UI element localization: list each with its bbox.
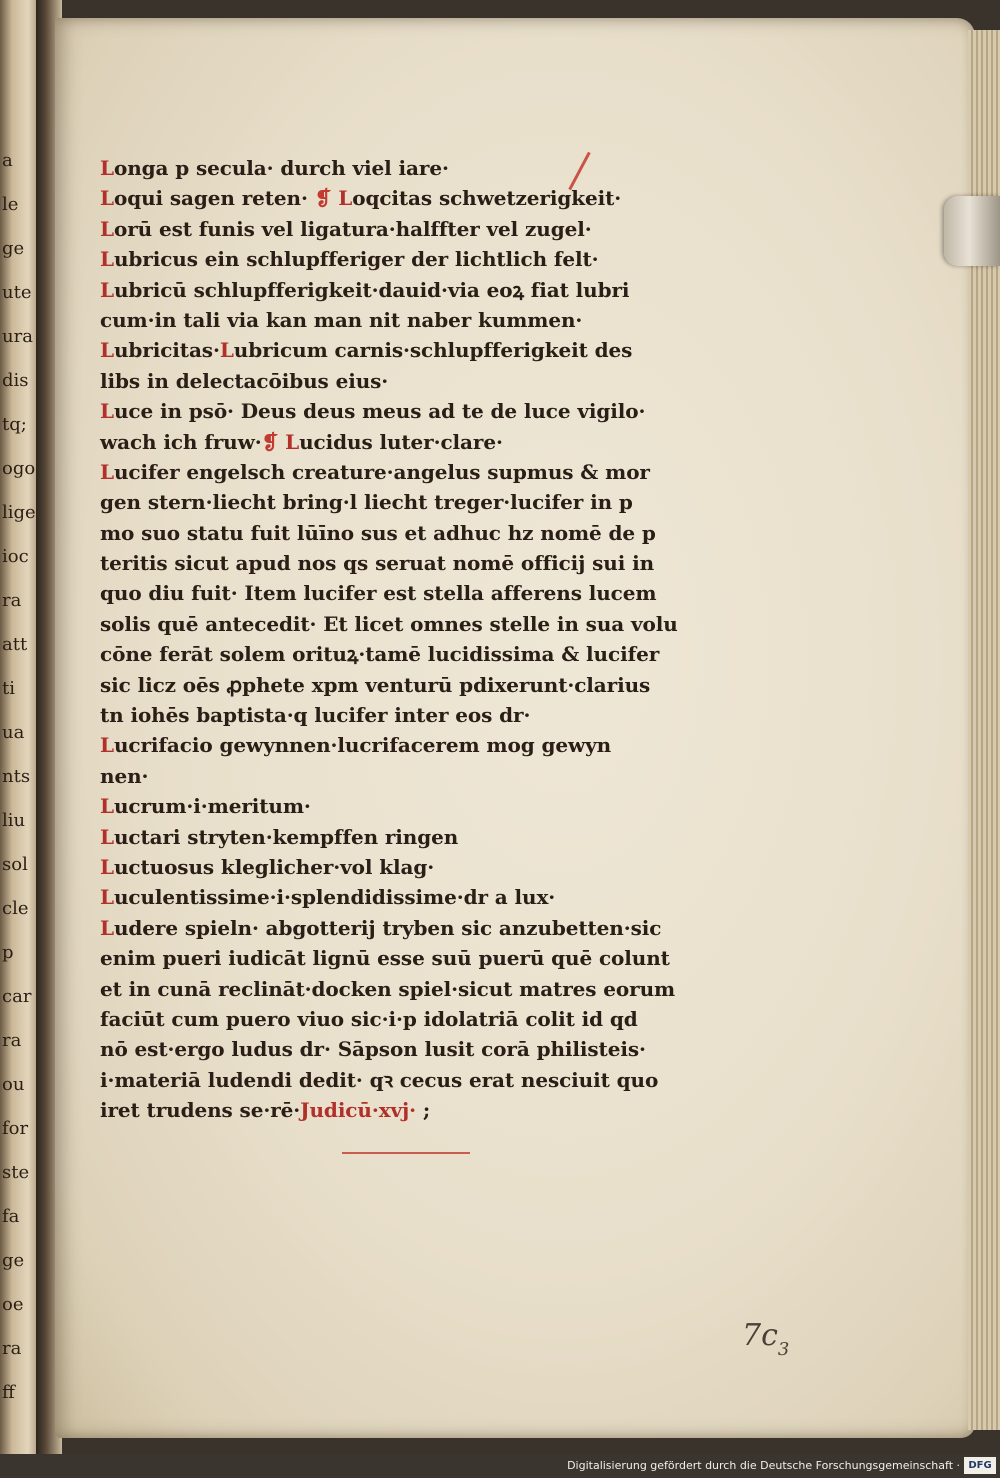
left-page-fragment: lige xyxy=(2,502,36,523)
line-text: ubricū schlupfferigkeit·dauid·via eoꝝ fiat lubri xyxy=(113,277,630,302)
line-text: enim pueri iudicāt lignū esse suū puerū quē colunt xyxy=(100,946,670,971)
initial-capital: L xyxy=(100,277,114,302)
initial-capital: L xyxy=(100,885,114,910)
text-line xyxy=(100,457,740,487)
left-page-fragment: ute xyxy=(2,282,32,303)
line-text: ucrum·i·meritum· xyxy=(113,794,311,819)
text-line xyxy=(100,882,740,912)
left-page-fragment: ogo xyxy=(2,458,36,479)
initial-capital: L xyxy=(219,338,234,363)
text-line xyxy=(100,153,740,183)
text-line xyxy=(100,913,740,943)
line-text: mo suo statu fuit lūīno sus et adhuc hz nomē de p xyxy=(100,520,656,545)
left-page-fragment: ti xyxy=(2,678,15,699)
page-text-block xyxy=(100,153,740,1126)
line-text: faciūt cum puero viuo sic·i·p idolatriā colit id qd xyxy=(100,1006,638,1031)
margin-note xyxy=(742,1318,789,1360)
line-text: gen stern·liecht bring·l liecht treger·lucifer in p xyxy=(100,490,633,515)
line-text: tn iohēs baptista·q lucifer inter eos dr· xyxy=(100,703,531,728)
text-line xyxy=(100,1065,740,1095)
left-page-fragment: ge xyxy=(2,1250,25,1271)
left-page-fragment: ste xyxy=(2,1162,30,1183)
left-page-fragment: nts xyxy=(2,766,31,787)
line-text: onga p secula· durch viel iare· xyxy=(113,156,449,180)
initial-capital: L xyxy=(100,247,114,272)
text-line xyxy=(100,183,740,213)
left-page-fragment: p xyxy=(2,942,14,963)
left-page-fragment: fa xyxy=(2,1206,20,1227)
line-text: uculentissime·i·splendidissime·dr a lux· xyxy=(113,885,556,910)
line-text: et in cunā reclināt·docken spiel·sicut matres eorum xyxy=(100,976,676,1001)
left-page-fragment: dis xyxy=(2,370,29,391)
left-page-fragment: ou xyxy=(2,1074,25,1095)
initial-capital: L xyxy=(100,794,114,819)
rubric-text: Judicū·xvj· xyxy=(300,1098,417,1123)
initial-capital: L xyxy=(100,733,114,758)
text-line xyxy=(100,852,740,882)
text-line xyxy=(100,427,740,457)
line-text: ucidus luter·clare· xyxy=(299,429,503,454)
left-page-fragment: oe xyxy=(2,1294,24,1315)
initial-capital: L xyxy=(100,399,114,424)
line-text: teritis sicut apud nos qs seruat nomē officij sui in xyxy=(100,551,655,576)
left-page-fragment: cle xyxy=(2,898,29,919)
left-page-fragment: sol xyxy=(2,854,28,875)
left-page-fragment: le xyxy=(2,194,19,215)
line-text: nō est·ergo ludus dr· Sāpson lusit corā philisteis· xyxy=(100,1037,646,1062)
line-text: nen· xyxy=(100,763,149,788)
left-page-fragment: for xyxy=(2,1118,29,1139)
footer-bar xyxy=(0,1454,1000,1478)
left-page-fragment: ioc xyxy=(2,546,29,567)
line-text: ubricum carnis·schlupfferigkeit des xyxy=(233,338,633,363)
text-line xyxy=(100,487,740,517)
initial-capital: L xyxy=(100,459,114,484)
margin-note-sub: 3 xyxy=(777,1339,790,1360)
text-line xyxy=(100,548,740,578)
text-line xyxy=(100,1034,740,1064)
line-text: cōne ferāt solem orituꝝ·tamē lucidissima & lucifer xyxy=(100,642,660,667)
line-text: cum·in tali via kan man nit naber kummen· xyxy=(100,307,583,332)
left-page-fragment: car xyxy=(2,986,32,1007)
text-line xyxy=(100,214,740,244)
left-page-fragment: ua xyxy=(2,722,25,743)
text-line xyxy=(100,518,740,548)
text-line xyxy=(100,1095,740,1125)
line-text: ubricitas· xyxy=(113,338,220,363)
left-page-fragment: ra xyxy=(2,590,22,611)
text-line xyxy=(100,974,740,1004)
text-line xyxy=(100,943,740,973)
text-line xyxy=(100,670,740,700)
left-page-fragment: ge xyxy=(2,238,25,259)
initial-capital: L xyxy=(100,338,114,363)
line-text: ucifer engelsch creature·angelus supmus & mor xyxy=(113,459,650,484)
text-line xyxy=(100,366,740,396)
initial-capital: L xyxy=(100,186,114,211)
initial-capital: L xyxy=(100,156,114,180)
paragraph-marker: ❡ xyxy=(314,186,339,211)
text-line xyxy=(100,822,740,852)
text-line xyxy=(100,275,740,305)
line-text: uctuosus kleglicher·vol klag· xyxy=(113,854,435,879)
text-line xyxy=(100,761,740,791)
text-line xyxy=(100,335,740,365)
line-text: iret trudens se·rē· xyxy=(100,1098,301,1123)
left-page-fragment: a xyxy=(2,150,13,171)
line-text: ucrifacio gewynnen·lucrifacerem mog gewyn xyxy=(113,733,612,758)
dfg-logo: DFG xyxy=(964,1457,996,1474)
margin-note-text: 7c xyxy=(742,1318,778,1353)
line-text: uce in psō· Deus deus meus ad te de luce vigilo· xyxy=(113,399,646,424)
text-line xyxy=(100,244,740,274)
text-line xyxy=(100,1004,740,1034)
text-line xyxy=(100,700,740,730)
left-page-fragment: att xyxy=(2,634,28,655)
paragraph-marker: ❡ xyxy=(261,429,286,454)
line-text: wach ich fruw· xyxy=(100,429,262,454)
text-line xyxy=(100,609,740,639)
line-text: orū est funis vel ligatura·halffter vel zugel· xyxy=(113,216,592,241)
initial-capital: L xyxy=(100,824,114,849)
text-line xyxy=(100,578,740,608)
line-text: sic licz oēs ꝓphete xpm venturū pdixerunt·clarius xyxy=(100,672,651,697)
text-line xyxy=(100,791,740,821)
footer-credit: Digitalisierung gefördert durch die Deutsche Forschungsgemeinschaft · xyxy=(567,1459,960,1472)
initial-capital: L xyxy=(285,429,300,454)
line-text: ubricus ein schlupfferiger der lichtlich felt· xyxy=(113,247,599,272)
initial-capital: L xyxy=(100,216,114,241)
line-text: udere spieln· abgotterij tryben sic anzubetten·sic xyxy=(113,915,662,940)
line-text: libs in delectacōibus eius· xyxy=(100,368,389,393)
initial-capital: L xyxy=(338,186,353,211)
left-page-fragment: ff xyxy=(2,1382,15,1403)
left-page-fragment: ra xyxy=(2,1338,22,1359)
initial-capital: L xyxy=(100,854,114,879)
book-clasp xyxy=(944,196,1000,266)
line-text: oqcitas schwetzerigkeit· xyxy=(352,186,622,211)
text-line xyxy=(100,396,740,426)
line-text: oqui sagen reten· xyxy=(113,186,315,211)
left-page-fragment: ra xyxy=(2,1030,22,1051)
initial-capital: L xyxy=(100,915,114,940)
line-text: ; xyxy=(416,1098,431,1123)
left-page-fragment: tq; xyxy=(2,414,27,435)
text-line xyxy=(100,305,740,335)
left-page-fragment: liu xyxy=(2,810,26,831)
left-page-fragment: ura xyxy=(2,326,33,347)
line-text: uctari stryten·kempffen ringen xyxy=(113,824,459,849)
text-line xyxy=(100,639,740,669)
rubric-underline xyxy=(342,1152,470,1154)
line-text: i·materiā ludendi dedit· qꝛ cecus erat nesciuit quo xyxy=(100,1067,659,1092)
line-text: solis quē antecedit· Et licet omnes stelle in sua volu xyxy=(100,611,678,636)
text-line xyxy=(100,730,740,760)
line-text: quo diu fuit· Item lucifer est stella afferens lucem xyxy=(100,581,657,606)
